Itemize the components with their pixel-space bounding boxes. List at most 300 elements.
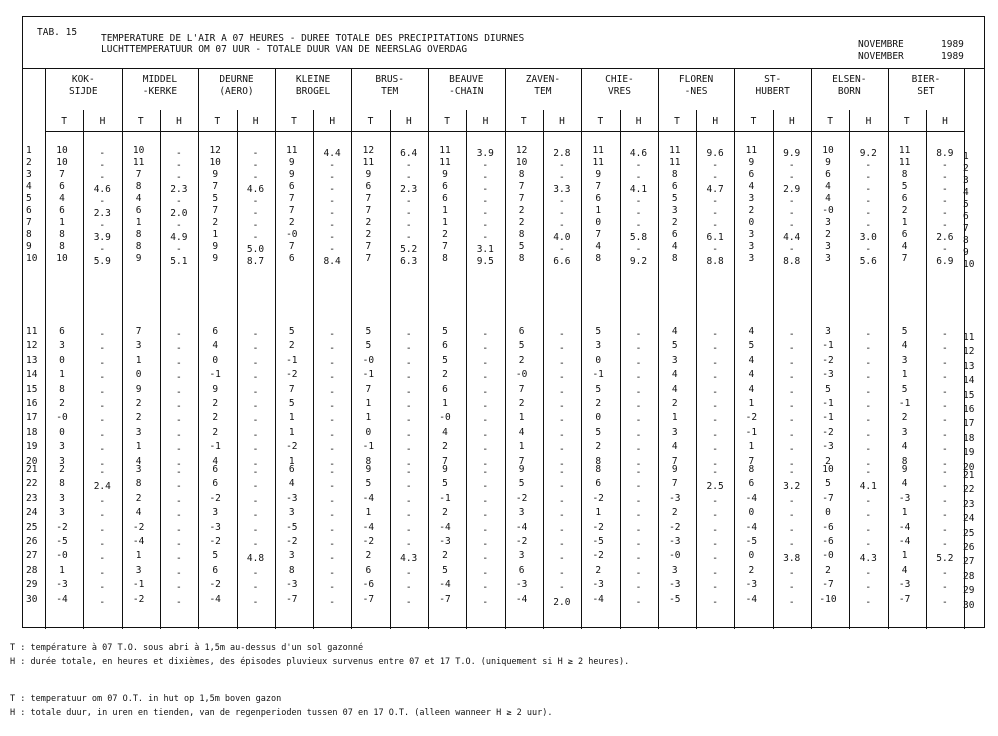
day-label-left: 25 — [26, 521, 38, 533]
cell-t: 3 — [825, 326, 831, 337]
day-label-left: 23 — [26, 492, 38, 504]
day-label-left: 26 — [26, 536, 38, 547]
cell-h: - — [329, 232, 335, 243]
cell-h: 9.9 — [783, 148, 801, 159]
cell-t: 8 — [59, 383, 65, 395]
cell-t: 9 — [135, 383, 142, 395]
column-t-header: T — [674, 116, 680, 127]
cell-t: 1 — [59, 369, 65, 381]
cell-h: - — [482, 386, 489, 398]
cell-h: - — [252, 481, 259, 493]
day-label-right: 30 — [963, 599, 975, 611]
cell-h: - — [635, 510, 642, 522]
cell-t: -4 — [898, 536, 911, 547]
cell-t: -3 — [515, 579, 528, 591]
cell-h: - — [405, 232, 412, 243]
day-label-left: 1 — [26, 145, 32, 156]
cell-h: - — [176, 539, 182, 550]
cell-t: -4 — [439, 521, 451, 533]
cell-t: 5 — [442, 564, 448, 576]
cell-h: - — [405, 401, 412, 412]
cell-h: - — [252, 386, 259, 398]
cell-t: -1 — [362, 441, 375, 453]
cell-h: - — [405, 329, 412, 340]
cell-t: 7 — [518, 193, 525, 204]
cell-h: - — [865, 172, 872, 183]
cell-t: 1 — [901, 507, 908, 519]
cell-t: -0 — [56, 412, 68, 424]
cell-t: 11 — [439, 157, 451, 168]
cell-h: - — [712, 444, 718, 456]
cell-h: - — [99, 582, 106, 594]
cell-h: - — [176, 429, 182, 441]
day-label-left: 9 — [26, 241, 32, 252]
cell-h: - — [559, 553, 565, 565]
cell-t: 2 — [671, 507, 678, 519]
cell-h: - — [99, 148, 106, 159]
cell-h: - — [99, 510, 106, 522]
cell-t: 2 — [365, 217, 372, 228]
cell-t: 5 — [901, 383, 908, 395]
cell-t: -7 — [898, 593, 911, 605]
day-label-right: 6 — [963, 211, 969, 222]
column-t-header: T — [61, 116, 68, 127]
cell-h: - — [635, 539, 642, 550]
cell-t: 7 — [365, 205, 372, 216]
cell-h: 6.4 — [400, 148, 418, 159]
cell-t: 11 — [592, 157, 604, 168]
cell-t: 3 — [135, 340, 142, 352]
cell-h: - — [405, 220, 412, 231]
cell-t: 8 — [365, 455, 372, 467]
cell-t: 8 — [59, 229, 65, 240]
cell-h: - — [252, 458, 259, 470]
cell-t: 6 — [442, 193, 448, 204]
cell-t: 4 — [748, 354, 755, 366]
cell-t: 4 — [901, 564, 908, 576]
cell-t: 2 — [671, 217, 678, 228]
grid-vline — [390, 110, 391, 629]
cell-h: - — [865, 495, 872, 507]
cell-h: - — [176, 495, 182, 507]
cell-t: -2 — [669, 521, 681, 533]
day-label-left: 22 — [26, 478, 38, 490]
cell-t: 7 — [365, 383, 372, 395]
cell-h: - — [788, 386, 795, 398]
cell-h: - — [635, 172, 642, 183]
cell-t: 8 — [595, 455, 602, 467]
grid-vline — [466, 110, 467, 629]
cell-h: - — [712, 160, 718, 171]
grid-vline — [351, 68, 352, 629]
cell-t: -4 — [439, 579, 451, 591]
cell-h: - — [329, 196, 335, 207]
cell-t: 7 — [595, 229, 602, 240]
cell-h: - — [176, 444, 182, 456]
cell-t: -10 — [819, 593, 837, 605]
cell-h: - — [635, 553, 642, 565]
cell-t: 1 — [288, 455, 295, 467]
cell-t: -1 — [286, 354, 298, 366]
cell-h: - — [942, 386, 948, 398]
cell-t: 6 — [59, 205, 65, 216]
cell-h: - — [176, 596, 182, 608]
cell-h: - — [788, 495, 795, 507]
cell-t: 2 — [595, 441, 602, 453]
cell-h: 4.7 — [706, 184, 724, 195]
grid-vline — [581, 68, 582, 629]
cell-h: - — [942, 567, 948, 579]
cell-h: 2.6 — [936, 232, 954, 243]
cell-t: 0 — [825, 507, 831, 519]
day-label-left: 24 — [26, 507, 38, 519]
cell-h: - — [635, 357, 642, 369]
cell-h: - — [252, 582, 259, 594]
cell-t: 10 — [209, 157, 221, 168]
cell-h: - — [635, 386, 642, 398]
cell-h: - — [559, 415, 565, 427]
cell-t: 2 — [212, 426, 219, 438]
cell-t: -3 — [592, 579, 604, 591]
cell-t: -4 — [362, 521, 375, 533]
grid-hline — [23, 68, 984, 69]
cell-h: 2.4 — [93, 481, 111, 493]
cell-h: - — [329, 429, 335, 441]
cell-h: - — [482, 372, 489, 384]
cell-h: - — [482, 524, 489, 536]
cell-t: 7 — [365, 193, 372, 204]
cell-t: 1 — [901, 217, 908, 228]
cell-h: - — [99, 160, 106, 171]
cell-t: 4 — [595, 241, 602, 252]
cell-h: - — [635, 401, 642, 412]
cell-t: 7 — [365, 253, 372, 264]
cell-t: 5 — [901, 181, 908, 192]
cell-h: - — [252, 220, 259, 231]
day-label-right: 16 — [963, 404, 975, 415]
column-t-header: T — [903, 116, 910, 127]
cell-t: -4 — [209, 593, 221, 605]
cell-t: 1 — [365, 398, 372, 409]
cell-t: 5 — [595, 383, 602, 395]
cell-t: 5 — [442, 326, 448, 337]
cell-h: - — [252, 208, 259, 219]
day-label-right: 1 — [963, 151, 969, 162]
cell-h: - — [482, 553, 489, 565]
cell-h: - — [712, 386, 718, 398]
cell-t: 3 — [135, 464, 142, 475]
cell-t: -0 — [56, 550, 68, 562]
cell-t: 3 — [748, 229, 755, 240]
cell-h: - — [942, 415, 948, 427]
cell-t: 2 — [365, 550, 372, 562]
cell-h: - — [405, 582, 412, 594]
column-h-header: H — [865, 116, 872, 127]
cell-h: 4.3 — [859, 553, 877, 565]
cell-t: 9 — [748, 157, 755, 168]
cell-h: - — [712, 467, 718, 478]
cell-t: -0 — [822, 550, 834, 562]
day-label-right: 21 — [963, 470, 975, 481]
cell-h: - — [99, 196, 106, 207]
day-label-left: 21 — [26, 464, 38, 475]
cell-t: -3 — [898, 579, 911, 591]
cell-h: - — [176, 510, 182, 522]
cell-t: 4 — [671, 383, 678, 395]
cell-t: 1 — [595, 507, 602, 519]
cell-t: 7 — [135, 169, 142, 180]
cell-t: 9 — [212, 253, 219, 264]
cell-h: - — [482, 401, 489, 412]
grid-vline — [811, 68, 812, 629]
cell-t: -4 — [515, 521, 528, 533]
cell-t: -5 — [286, 521, 298, 533]
cell-t: 5 — [442, 478, 448, 490]
cell-h: 8.4 — [323, 256, 341, 267]
day-label-right: 15 — [963, 389, 975, 401]
cell-h: - — [329, 329, 335, 340]
cell-h: - — [712, 415, 718, 427]
cell-h: 5.9 — [93, 256, 111, 267]
cell-t: 1 — [442, 398, 448, 409]
cell-t: 8 — [135, 181, 142, 192]
cell-t: 6 — [59, 326, 65, 337]
cell-h: - — [329, 357, 335, 369]
cell-h: - — [405, 160, 412, 171]
cell-t: 10 — [515, 157, 528, 168]
cell-h: - — [482, 582, 489, 594]
cell-t: -4 — [515, 593, 528, 605]
cell-h: - — [635, 415, 642, 427]
cell-t: 9 — [518, 464, 525, 475]
cell-h: 8.8 — [706, 256, 724, 267]
cell-h: - — [176, 160, 182, 171]
cell-h: - — [942, 596, 948, 608]
cell-h: - — [635, 524, 642, 536]
cell-t: 7 — [288, 193, 295, 204]
cell-t: 9 — [595, 169, 602, 180]
cell-h: - — [788, 429, 795, 441]
cell-t: 5 — [288, 326, 295, 337]
cell-t: 7 — [288, 383, 295, 395]
cell-t: 2 — [212, 217, 219, 228]
cell-h: - — [559, 220, 565, 231]
cell-h: - — [788, 401, 795, 412]
cell-t: 9 — [212, 241, 219, 252]
cell-h: - — [942, 401, 948, 412]
grid-vline — [773, 110, 774, 629]
cell-t: 5 — [901, 326, 908, 337]
cell-h: 9.2 — [629, 256, 648, 267]
day-label-left: 17 — [26, 412, 38, 424]
column-h-header: H — [482, 116, 489, 127]
cell-t: 6 — [901, 229, 908, 240]
day-label-right: 22 — [963, 484, 975, 496]
day-label-right: 17 — [963, 418, 975, 430]
cell-t: 3 — [825, 217, 831, 228]
cell-t: 1 — [518, 441, 525, 453]
cell-h: - — [252, 510, 259, 522]
cell-t: 2 — [212, 398, 219, 409]
cell-t: 3 — [671, 426, 678, 438]
cell-t: 11 — [286, 145, 298, 156]
cell-t: 5 — [365, 340, 372, 352]
cell-h: - — [865, 343, 872, 355]
column-h-header: H — [329, 116, 336, 127]
cell-t: -2 — [286, 369, 298, 381]
cell-t: 8 — [671, 253, 678, 264]
cell-h: - — [865, 401, 872, 412]
cell-t: 5 — [442, 354, 448, 366]
cell-h: 4.3 — [400, 553, 418, 565]
cell-h: - — [712, 329, 718, 340]
cell-t: -2 — [515, 536, 528, 547]
cell-h: - — [99, 495, 106, 507]
year-french: 1989 — [941, 39, 964, 50]
cell-h: - — [482, 357, 489, 369]
cell-h: - — [329, 415, 335, 427]
cell-t: -2 — [132, 521, 145, 533]
cell-h: 2.3 — [400, 184, 418, 195]
cell-t: -1 — [592, 369, 604, 381]
day-label-right: 26 — [963, 542, 975, 553]
cell-h: - — [482, 510, 489, 522]
cell-t: 4 — [825, 193, 831, 204]
cell-h: - — [405, 357, 412, 369]
cell-t: 9 — [365, 169, 372, 180]
cell-t: 4 — [59, 193, 65, 204]
cell-t: 0 — [59, 426, 65, 438]
cell-t: 2 — [595, 398, 602, 409]
cell-t: 6 — [212, 478, 219, 490]
cell-h: - — [712, 524, 718, 536]
column-t-header: T — [520, 116, 527, 127]
cell-h: - — [712, 510, 718, 522]
cell-t: 2 — [442, 229, 448, 240]
cell-h: 6.6 — [553, 256, 571, 267]
cell-t: -6 — [822, 521, 834, 533]
day-label-left: 5 — [26, 193, 32, 204]
cell-h: - — [942, 160, 948, 171]
day-label-right: 4 — [963, 187, 969, 198]
cell-h: - — [559, 208, 565, 219]
cell-t: 6 — [671, 181, 678, 192]
cell-t: 4 — [748, 383, 755, 395]
cell-h: - — [329, 481, 335, 493]
day-label-right: 11 — [963, 332, 975, 343]
cell-h: - — [942, 582, 948, 594]
cell-h: - — [635, 208, 642, 219]
day-label-left: 15 — [26, 383, 38, 395]
cell-h: - — [405, 172, 412, 183]
cell-t: -5 — [745, 536, 758, 547]
cell-t: -4 — [898, 521, 911, 533]
cell-h: - — [942, 172, 948, 183]
cell-h: - — [865, 208, 872, 219]
cell-t: 5 — [518, 241, 525, 252]
cell-h: - — [482, 467, 489, 478]
day-label-right: 5 — [963, 199, 969, 210]
cell-t: 0 — [595, 412, 602, 424]
cell-t: -2 — [56, 521, 68, 533]
cell-t: 1 — [671, 412, 678, 424]
cell-h: 9.2 — [859, 148, 877, 159]
legend-fr-t: T : température à 07 T.O. sous abri à 1,5m au-dessus d'un sol gazonné — [10, 643, 364, 653]
cell-h: - — [99, 244, 106, 255]
cell-t: 6 — [135, 205, 142, 216]
cell-h: - — [788, 329, 795, 340]
cell-h: - — [329, 458, 335, 470]
cell-t: 3 — [288, 550, 295, 562]
cell-h: - — [99, 444, 106, 456]
cell-h: 5.2 — [936, 553, 954, 565]
cell-t: -3 — [745, 579, 758, 591]
cell-t: -0 — [362, 354, 375, 366]
cell-h: 6.3 — [400, 256, 418, 267]
cell-h: - — [99, 429, 106, 441]
cell-t: 2 — [825, 455, 831, 467]
cell-t: 8 — [135, 229, 142, 240]
cell-t: 3 — [212, 507, 219, 519]
year-dutch: 1989 — [941, 51, 964, 62]
cell-h: - — [176, 401, 182, 412]
cell-t: 1 — [59, 217, 65, 228]
cell-t: 1 — [518, 412, 525, 424]
cell-h: 8.8 — [783, 256, 801, 267]
column-h-header: H — [559, 116, 565, 127]
cell-t: -2 — [132, 593, 145, 605]
day-label-left: 18 — [26, 426, 38, 438]
cell-t: 0 — [59, 354, 65, 366]
title-french: TEMPERATURE DE L'AIR A 07 HEURES - DUREE TOTALE DES PRECIPITATIONS DIURNES — [101, 33, 525, 44]
cell-h: - — [176, 244, 182, 255]
cell-h: - — [482, 444, 489, 456]
cell-t: 2 — [59, 464, 65, 475]
station-header: KLEINE BROGEL — [295, 74, 331, 97]
cell-h: - — [329, 510, 335, 522]
cell-t: 3 — [595, 340, 602, 352]
cell-t: 2 — [595, 564, 602, 576]
cell-h: - — [712, 372, 718, 384]
cell-t: -2 — [362, 536, 375, 547]
cell-t: 4 — [901, 441, 908, 453]
cell-t: -1 — [132, 579, 145, 591]
cell-h: - — [942, 357, 948, 369]
cell-h: 3.9 — [93, 232, 111, 243]
cell-t: 5 — [365, 478, 372, 490]
grid-vline — [198, 68, 199, 629]
cell-t: 3 — [901, 426, 908, 438]
cell-h: - — [865, 160, 872, 171]
cell-t: 6 — [595, 193, 602, 204]
cell-h: - — [559, 160, 565, 171]
cell-h: - — [865, 539, 872, 550]
cell-h: - — [942, 510, 948, 522]
cell-h: - — [99, 596, 106, 608]
cell-t: -1 — [822, 412, 834, 424]
cell-t: 8 — [671, 169, 678, 180]
station-header: BRUS- TEM — [375, 74, 404, 97]
cell-h: - — [252, 567, 259, 579]
cell-h: - — [788, 244, 795, 255]
cell-t: 9 — [901, 464, 908, 475]
day-label-left: 4 — [26, 181, 32, 192]
cell-h: - — [865, 458, 872, 470]
cell-t: 6 — [442, 383, 448, 395]
cell-h: - — [405, 495, 412, 507]
legend-nl-h: H : totale duur, in uren en tienden, van de regenperioden tussen 07 en 17 O.T. (alleen wanneer H ≥ 2 uur). — [10, 708, 553, 718]
cell-h: - — [788, 596, 795, 608]
